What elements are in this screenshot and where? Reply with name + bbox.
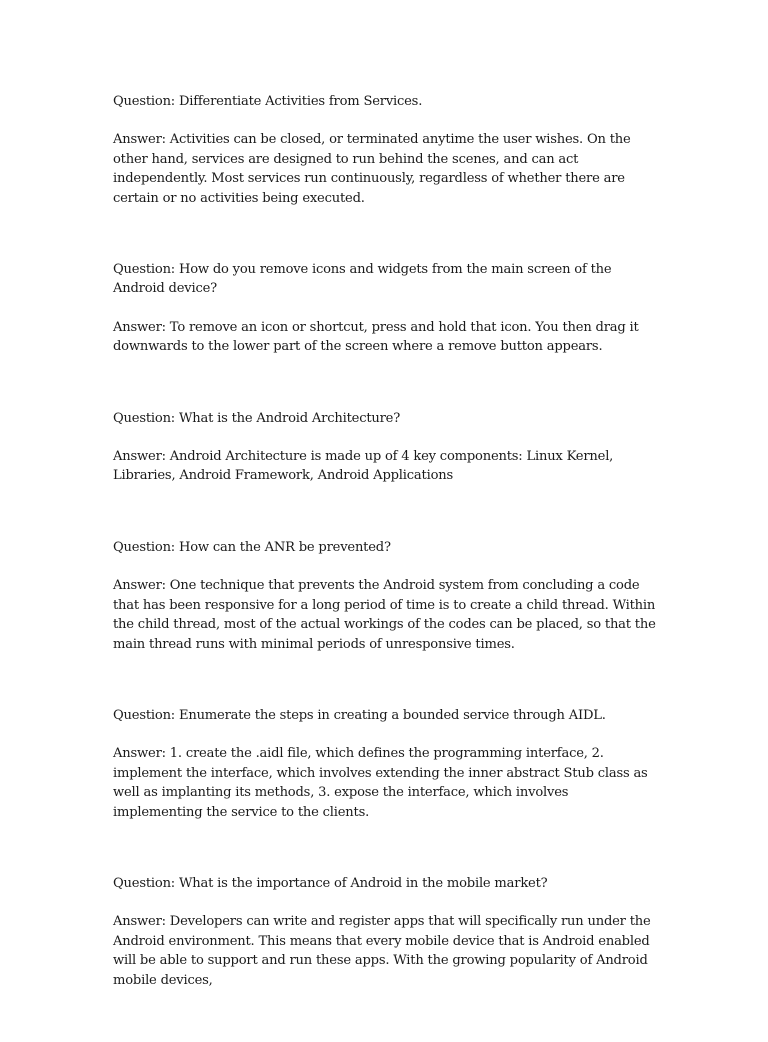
qa-block	[113, 409, 661, 486]
question-text: Question: How do you remove icons and widgets from the main screen of the Android device?	[113, 262, 612, 297]
question-text: Question: What is the Android Architecture?	[113, 410, 401, 426]
question-text: Question: Enumerate the steps in creating a bounded service through AIDL.	[113, 707, 606, 723]
answer-text: Answer: Activities can be closed, or terminated anytime the user wishes. On the other hand, services are designed to run behind the scenes, and can act independently. Most services run continuously, regardless of whether there are certain or no activities being executed.	[113, 132, 631, 206]
qa-block	[113, 874, 661, 990]
qa-block	[113, 92, 661, 208]
answer-text: Answer: Developers can write and register apps that will specifically run under the Android environment. This means that every mobile device that is Android enabled will be able to support and run these apps. With the growing popularity of Android mobile devices,	[113, 914, 651, 988]
answer-text: Answer: 1. create the .aidl file, which defines the programming interface, 2. implement the interface, which involves extending the inner abstract Stub class as well as implanting its methods, 3. expose the interface, which involves implementing the service to the clients.	[113, 746, 648, 820]
document-body	[113, 92, 661, 1042]
answer-text: Answer: Android Architecture is made up of 4 key components: Linux Kernel, Libraries, Android Framework, Android Applications	[113, 449, 614, 484]
question-text: Question: Differentiate Activities from Services.	[113, 94, 423, 109]
answer-text: Answer: To remove an icon or shortcut, press and hold that icon. You then drag it downwards to the lower part of the screen where a remove button appears.	[113, 319, 639, 355]
qa-block	[113, 706, 661, 822]
qa-block	[113, 538, 661, 654]
answer-text: Answer: One technique that prevents the Android system from concluding a code that has been responsive for a long period of time is to create a child thread. Within the child thread, most of the actual workings of the codes can be placed, so that the main thread runs with minimal periods of unresponsive times.	[113, 578, 656, 652]
question-text: Question: How can the ANR be prevented?	[113, 539, 391, 555]
qa-block	[113, 260, 661, 357]
question-text: Question: What is the importance of Android in the mobile market?	[113, 875, 548, 891]
